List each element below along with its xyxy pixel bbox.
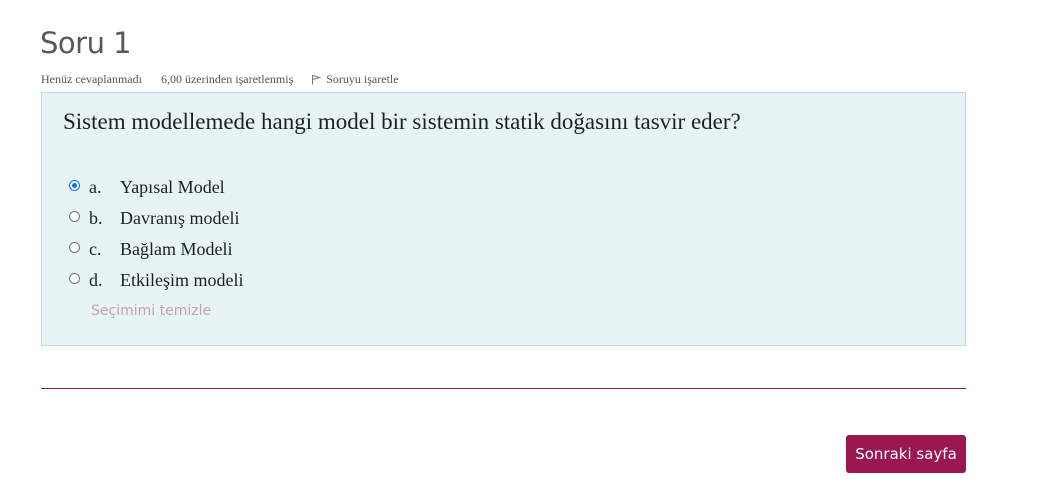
- question-grade: 6,00 üzerinden işaretlenmiş: [160, 72, 294, 86]
- answer-d-letter: d.: [89, 270, 103, 290]
- answer-b-label: Davranış modeli: [120, 208, 240, 228]
- answer-b-radio[interactable]: [69, 211, 80, 222]
- answer-a-letter: a.: [89, 177, 102, 197]
- question-text: Sistem modellemede hangi model bir sistemin statik doğasını tasvir eder?: [63, 109, 741, 134]
- answer-c-letter: c.: [89, 239, 102, 259]
- answer-option-c[interactable]: [69, 239, 232, 260]
- section-divider: [41, 388, 966, 389]
- answer-c-radio[interactable]: [69, 242, 80, 253]
- clear-selection-link[interactable]: Seçimimi temizle: [91, 303, 212, 319]
- answer-d-label: Etkileşim modeli: [120, 270, 244, 290]
- flag-question-link[interactable]: [311, 72, 398, 87]
- question-content-box: [41, 92, 966, 346]
- question-info: [41, 72, 399, 87]
- next-page-button[interactable]: Sonraki sayfa: [846, 435, 966, 473]
- question-status: Henüz cevaplanmadı: [41, 72, 142, 86]
- question-title: Soru 1: [40, 26, 132, 60]
- answer-option-a[interactable]: [69, 177, 225, 198]
- answer-option-d[interactable]: [69, 270, 244, 291]
- answer-a-radio[interactable]: [69, 180, 80, 191]
- answer-b-letter: b.: [89, 208, 103, 228]
- answer-a-label: Yapısal Model: [120, 177, 225, 197]
- answer-option-b[interactable]: [69, 208, 239, 229]
- answer-d-radio[interactable]: [69, 273, 80, 284]
- flag-icon: [311, 74, 321, 85]
- flag-question-label: Soruyu işaretle: [326, 72, 399, 86]
- answer-c-label: Bağlam Modeli: [120, 239, 233, 259]
